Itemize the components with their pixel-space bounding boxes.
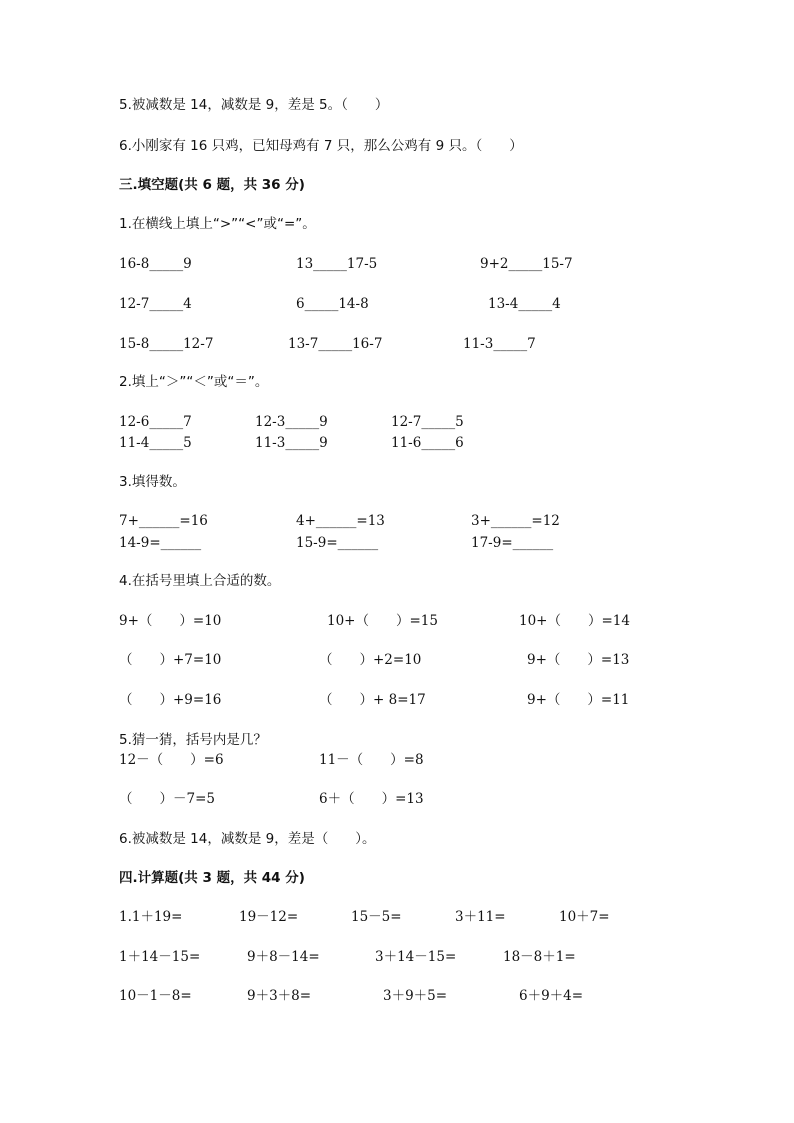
q3-5-r1-c2: 11－（ ）=8 <box>319 752 424 768</box>
q3-2-r2-c3: 11-6_____6 <box>391 435 464 451</box>
question-3-4-title: 4.在括号里填上合适的数。 <box>119 573 281 589</box>
q3-1-r3-c2: 13-7_____16-7 <box>288 336 383 352</box>
q3-3-r2-c1: 14-9=______ <box>119 535 202 551</box>
question-3-3-title: 3.填得数。 <box>119 474 186 490</box>
q3-4-r2-c1: （ ）+7=10 <box>119 652 222 668</box>
q3-5-r2-c2: 6＋（ ）=13 <box>319 791 424 807</box>
q4-r3-c2: 9＋3＋8= <box>247 988 312 1004</box>
q3-1-r2-c1: 12-7_____4 <box>119 296 192 312</box>
question-2-5: 5.被减数是 14，减数是 9，差是 5。（ ） <box>119 97 389 113</box>
q3-1-r1-c1: 16-8_____9 <box>119 256 192 272</box>
q3-4-r2-c3: 9+（ ）=13 <box>527 652 630 668</box>
q3-2-r1-c2: 12-3_____9 <box>255 414 328 430</box>
q3-4-r1-c2: 10+（ ）=15 <box>327 613 438 629</box>
q3-4-r1-c1: 9+（ ）=10 <box>119 613 222 629</box>
section-3-heading: 三.填空题(共 6 题，共 36 分) <box>119 177 305 193</box>
section-4-heading: 四.计算题(共 3 题，共 44 分) <box>119 870 305 886</box>
question-3-2-title: 2.填上“＞”“＜”或“＝”。 <box>119 374 269 390</box>
q3-5-r1-c1: 12－（ ）=6 <box>119 752 224 768</box>
q3-2-r2-c1: 11-4_____5 <box>119 435 192 451</box>
question-3-1-title: 1.在横线上填上“>”“<”或“=”。 <box>119 216 316 232</box>
q3-4-r3-c3: 9+（ ）=11 <box>527 692 630 708</box>
q3-1-r3-c3: 11-3_____7 <box>463 336 536 352</box>
q3-1-r2-c2: 6_____14-8 <box>296 296 369 312</box>
q3-4-r3-c1: （ ）+9=16 <box>119 692 222 708</box>
q3-1-r1-c3: 9+2_____15-7 <box>480 256 573 272</box>
q3-2-r2-c2: 11-3_____9 <box>255 435 328 451</box>
q3-4-r3-c2: （ ）+ 8=17 <box>319 692 426 708</box>
q4-r1-c5: 10＋7= <box>559 909 610 925</box>
q3-4-r2-c2: （ ）+2=10 <box>319 652 422 668</box>
q3-3-r1-c3: 3+______=12 <box>471 513 560 529</box>
q3-1-r2-c3: 13-4_____4 <box>488 296 561 312</box>
q4-r2-c1: 1＋14－15= <box>119 949 201 965</box>
q4-r2-c4: 18－8＋1= <box>503 949 576 965</box>
question-3-6: 6.被减数是 14，减数是 9，差是（ ）。 <box>119 831 376 847</box>
q4-r1-c3: 15－5= <box>351 909 402 925</box>
q3-3-r2-c2: 15-9=______ <box>296 535 379 551</box>
question-2-6: 6.小刚家有 16 只鸡，已知母鸡有 7 只，那么公鸡有 9 只。（ ） <box>119 138 523 154</box>
q3-2-r1-c3: 12-7_____5 <box>391 414 464 430</box>
q4-r3-c1: 10－1－8= <box>119 988 192 1004</box>
q3-5-r2-c1: （ ）－7=5 <box>119 791 215 807</box>
q4-r1-c2: 19－12= <box>239 909 299 925</box>
q4-r2-c2: 9＋8－14= <box>247 949 320 965</box>
q3-4-r1-c3: 10+（ ）=14 <box>519 613 630 629</box>
q3-1-r3-c1: 15-8_____12-7 <box>119 336 214 352</box>
q3-1-r1-c2: 13_____17-5 <box>296 256 378 272</box>
q4-r1-c1: 1.1＋19= <box>119 909 183 925</box>
q3-3-r2-c3: 17-9=______ <box>471 535 554 551</box>
q3-2-r1-c1: 12-6_____7 <box>119 414 192 430</box>
question-3-5-title: 5.猜一猜，括号内是几？ <box>119 732 267 748</box>
q4-r2-c3: 3＋14－15= <box>375 949 457 965</box>
q4-r1-c4: 3＋11= <box>455 909 506 925</box>
q4-r3-c4: 6＋9＋4= <box>519 988 584 1004</box>
q4-r3-c3: 3＋9＋5= <box>383 988 448 1004</box>
q3-3-r1-c2: 4+______=13 <box>296 513 385 529</box>
q3-3-r1-c1: 7+______=16 <box>119 513 208 529</box>
